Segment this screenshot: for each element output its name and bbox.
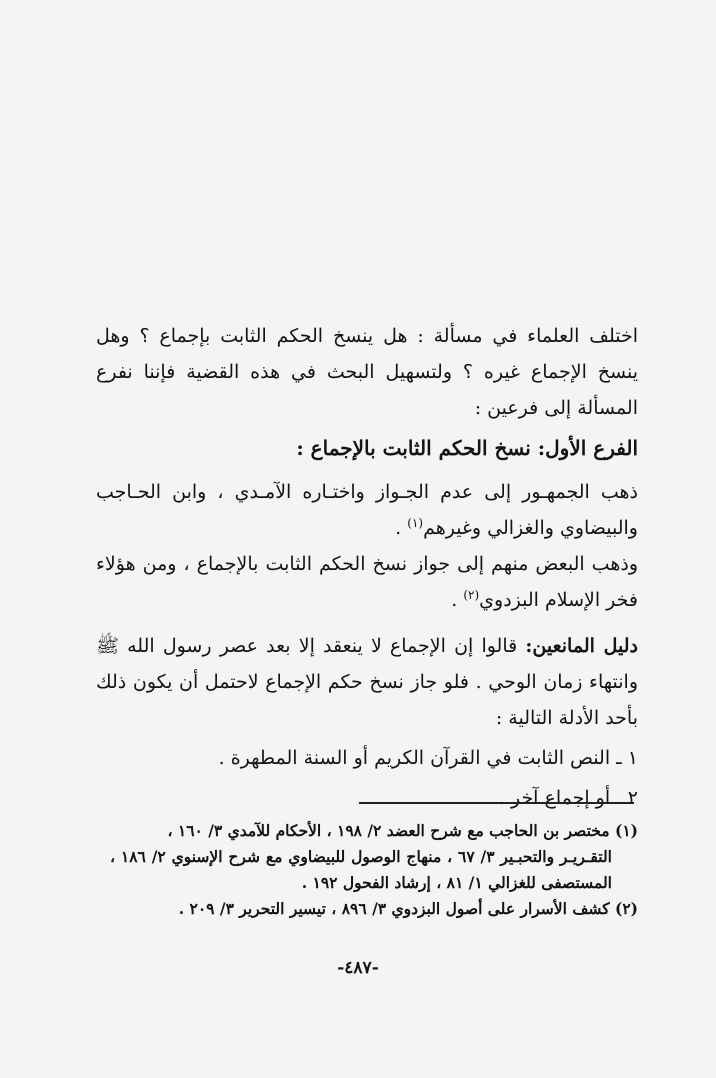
evidence-label: دليل المانعين: (525, 635, 638, 657)
list-item: ١ ـ النص الثابت في القرآن الكريم أو السنة المطهرة . (218, 747, 638, 769)
page-number: -٤٨٧- (337, 958, 379, 978)
minority-view-paragraph (96, 546, 638, 618)
majority-view-end: . (395, 517, 408, 539)
footnote-1-continuation: التقـريـر والتحبـير ٣/ ٦٧ ، منهاج الوصول للبيضاوي مع شرح الإسنوي ٢/ ١٨٦ ، المستصفى للغزالي ١/ ٨١ ، إرشاد الفحول ١٩٢ . (110, 847, 612, 892)
main-text (96, 318, 638, 816)
intro-paragraph: اختلف العلماء في مسألة : هل ينسخ الحكم الثابت بإجماع ؟ وهل ينسخ الإجماع غيره ؟ ولتسهيل البحث في هذه القضية فإننا نفرع المسألة إلى فرعين : (96, 325, 638, 419)
footnote-divider (359, 802, 634, 804)
evidence-text: قالوا إن الإجماع لا ينعقد إلا بعد عصر رسول الله ﷺ وانتهاء زمان الوحي . فلو جاز نسخ حكم الإجماع لاحتمل أن يكون ذلك بأحد الأدلة التالية : (96, 635, 638, 729)
minority-view-end: . (451, 589, 464, 611)
footnote-ref-1: (١) (407, 516, 424, 530)
list-item: ٢ ـ أو إجماع آخر . (498, 787, 638, 809)
footnote-ref-2: (٢) (463, 588, 480, 602)
footnote-1-first-line: (١) مختصر بن الحاجب مع شرح العضد ٢/ ١٩٨ ، الأحكام للآمدي ٣/ ١٦٠ ، (167, 821, 638, 840)
section-heading: الفرع الأول: نسخ الحكم الثابت بالإجماع : (296, 436, 638, 460)
footnotes (110, 818, 638, 922)
footnote-2: (٢) كشف الأسرار على أصول البزدوي ٣/ ٨٩٦ ، تيسير التحرير ٣/ ٢٠٩ . (178, 899, 638, 918)
majority-view-text: ذهب الجمهـور إلى عدم الجـواز واختـاره الآمـدي ، وابن الحـاجب والبيضاوي والغزالي وغيرهم (96, 481, 638, 539)
evidence-paragraph (96, 628, 638, 736)
minority-view-text: وذهب البعض منهم إلى جواز نسخ الحكم الثابت بالإجماع ، ومن هؤلاء فخر الإسلام البزدوي (96, 553, 638, 611)
majority-view-paragraph (96, 474, 638, 546)
